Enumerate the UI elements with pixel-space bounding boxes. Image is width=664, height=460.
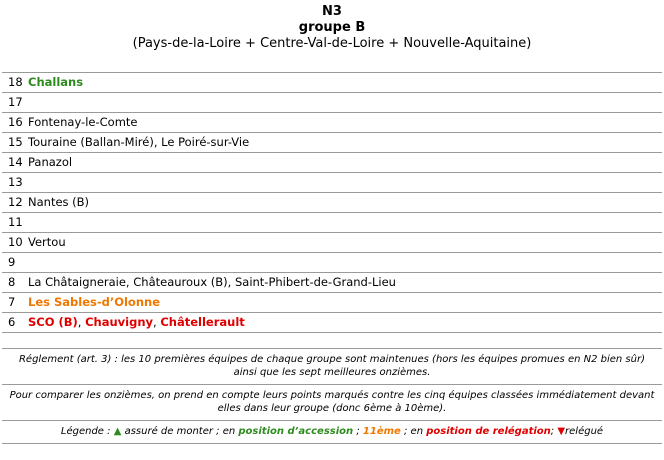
team-name-red: Châtellerault [160, 315, 245, 329]
team-names-text: La Châtaigneraie, Châteauroux (B), Saint-Phibert-de-Grand-Lieu [28, 275, 396, 289]
comparison-note-line-1: Pour comparer les onzièmes, on prend en compte leurs points marqués contre les cinq équipes classées immédiatement devant [9, 390, 655, 401]
ranking-table-body [2, 73, 662, 333]
legend-promoted-text: assuré de monter ; [124, 426, 220, 437]
legend-relegation: position de relégation [426, 426, 551, 437]
ranking-row [2, 233, 662, 253]
ranking-row [2, 133, 662, 153]
ranking-row [2, 113, 662, 133]
rank-number: 12 [8, 195, 23, 209]
rank-number: 9 [8, 255, 16, 269]
comparison-note-line-2: elles dans leur groupe (donc 6ème à 10ème). [217, 403, 447, 414]
ranking-row [2, 313, 662, 333]
rank-number: 13 [8, 175, 23, 189]
rules-note [2, 348, 662, 384]
team-names-text: Vertou [28, 235, 66, 249]
legend [2, 420, 662, 444]
rank-number: 11 [8, 215, 23, 229]
rank-number: 18 [8, 75, 23, 89]
ranking-cell [2, 113, 662, 133]
legend-separator-2: ; en [404, 426, 424, 437]
ranking-row [2, 193, 662, 213]
team-names-text: Touraine (Ballan-Miré), Le Poiré-sur-Vie [28, 135, 250, 149]
legend-label: Légende : [60, 426, 111, 437]
team-names-text: Fontenay-le-Comte [28, 115, 138, 129]
team-name-red: SCO (B) [28, 315, 78, 329]
ranking-row [2, 153, 662, 173]
ranking-cell [2, 213, 662, 233]
team-name-red: Chauvigny [85, 315, 154, 329]
ranking-cell [2, 93, 662, 113]
ranking-table [2, 72, 662, 333]
rules-note-line-2: ainsi que les sept meilleures onzièmes. [233, 367, 431, 378]
legend-relegated-text: relégué [565, 426, 604, 437]
team-name-green: Challans [28, 75, 84, 89]
down-triangle-icon: ▼ [557, 426, 566, 437]
team-names-text: , [77, 315, 86, 329]
group-name: groupe B [298, 20, 366, 35]
ranking-row [2, 253, 662, 273]
team-names-text: Nantes (B) [28, 195, 90, 209]
team-names-text: Panazol [28, 155, 73, 169]
rank-number: 7 [8, 295, 16, 309]
ranking-cell [2, 173, 662, 193]
ranking-cell [2, 273, 662, 293]
ranking-cell [2, 233, 662, 253]
ranking-cell [2, 253, 662, 273]
ranking-cell [2, 313, 662, 333]
ranking-cell [2, 293, 662, 313]
team-names-text: , [153, 315, 161, 329]
legend-eleventh: 11ème [362, 426, 401, 437]
rank-number: 14 [8, 155, 23, 169]
ranking-row [2, 93, 662, 113]
rank-number: 10 [8, 235, 23, 249]
rank-number: 15 [8, 135, 23, 149]
up-triangle-icon: ▲ [113, 426, 122, 437]
legend-separator-3: ; [550, 426, 555, 437]
ranking-row [2, 173, 662, 193]
ranking-cell [2, 133, 662, 153]
rank-number: 8 [8, 275, 16, 289]
ranking-row [2, 273, 662, 293]
group-regions: (Pays-de-la-Loire + Centre-Val-de-Loire + Nouvelle-Aquitaine) [132, 36, 532, 51]
rules-note-line-1: Réglement (art. 3) : les 10 premières équipes de chaque groupe sont maintenues (hors les équipes promues en N2 bien sûr) [18, 354, 645, 365]
ranking-row [2, 73, 662, 93]
ranking-row [2, 293, 662, 313]
ranking-row [2, 213, 662, 233]
team-name-orange: Les Sables-d’Olonne [28, 295, 161, 309]
notes-section [2, 348, 662, 444]
legend-separator-1: ; [356, 426, 360, 437]
ranking-cell [2, 73, 662, 93]
rank-number: 17 [8, 95, 23, 109]
legend-en-text: en [222, 426, 236, 437]
comparison-note [2, 384, 662, 420]
rank-number: 16 [8, 115, 23, 129]
rank-number: 6 [8, 315, 16, 329]
legend-accession: position d’accession [238, 426, 354, 437]
group-level-title: N3 [322, 4, 342, 19]
ranking-cell [2, 193, 662, 213]
ranking-cell [2, 153, 662, 173]
